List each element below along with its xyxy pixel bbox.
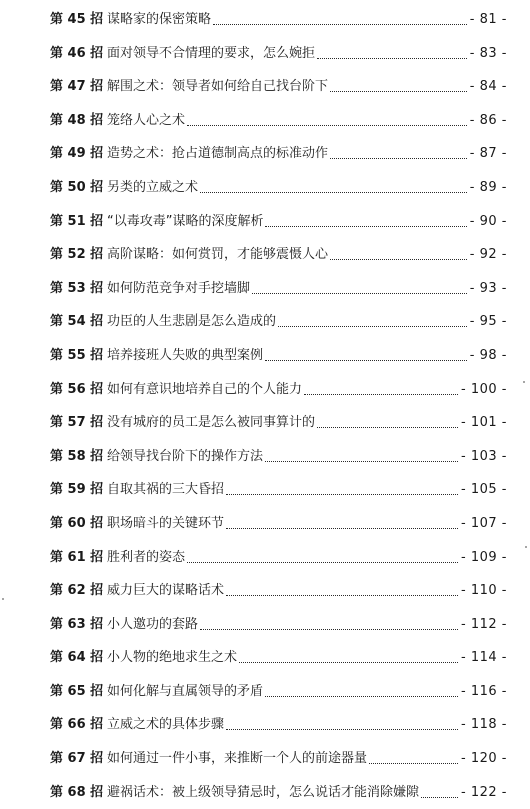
toc-entry-title: 高阶谋略：如何赏罚，才能够震慑人心 <box>107 247 329 263</box>
toc-entry-title: 培养接班人失败的典型案例 <box>107 347 264 363</box>
toc-dot-leader <box>226 528 458 529</box>
toc-dot-leader <box>278 326 467 327</box>
toc-entry-title: 胜利者的姿态 <box>107 549 186 565</box>
toc-dot-leader <box>265 360 467 361</box>
toc-dot-leader <box>330 259 467 260</box>
toc-entry-page: - 103 - <box>461 448 507 464</box>
toc-entry-title: 如何有意识地培养自己的个人能力 <box>107 381 303 397</box>
toc-entry-title: “以毒攻毒”谋略的深度解析 <box>107 213 264 229</box>
toc-entry-number: 第 60 招 <box>50 515 104 531</box>
toc-entry-title: 面对领导不合情理的要求，怎么婉拒 <box>107 45 316 61</box>
toc-entry-page: - 112 - <box>461 616 507 632</box>
toc-entry <box>0 675 530 709</box>
toc-entry-number: 第 61 招 <box>50 549 104 565</box>
toc-entry-number: 第 58 招 <box>50 448 104 464</box>
toc-entry-title: 造势之术：抢占道德制高点的标准动作 <box>107 146 329 162</box>
toc-entry-number: 第 68 招 <box>50 784 104 800</box>
toc-dot-leader <box>252 293 467 294</box>
toc-entry-page: - 87 - <box>469 146 507 162</box>
toc-entry-number: 第 65 招 <box>50 683 104 699</box>
toc-entry-title: 功臣的人生悲剧是怎么造成的 <box>107 314 277 330</box>
toc-entry-number: 第 54 招 <box>50 314 104 330</box>
toc-entry <box>0 305 530 339</box>
toc-dot-leader <box>213 24 467 25</box>
toc-entry-title: 如何化解与直属领导的矛盾 <box>107 683 264 699</box>
toc-entry-page: - 118 - <box>461 717 507 733</box>
toc-entry-number: 第 49 招 <box>50 146 104 162</box>
table-of-contents <box>0 3 530 809</box>
toc-entry <box>0 776 530 809</box>
toc-entry <box>0 3 530 37</box>
toc-dot-leader <box>304 394 458 395</box>
toc-entry-title: 小人物的绝地求生之术 <box>107 650 238 666</box>
toc-entry <box>0 541 530 575</box>
toc-dot-leader <box>200 192 467 193</box>
toc-entry-page: - 95 - <box>469 314 507 330</box>
toc-entry-page: - 93 - <box>469 280 507 296</box>
toc-entry <box>0 137 530 171</box>
toc-dot-leader <box>265 696 458 697</box>
toc-dot-leader <box>369 763 458 764</box>
toc-entry-number: 第 55 招 <box>50 347 104 363</box>
toc-entry <box>0 406 530 440</box>
scan-speck <box>525 546 527 548</box>
toc-entry-title: 谋略家的保密策略 <box>107 12 212 27</box>
toc-entry <box>0 507 530 541</box>
toc-entry-number: 第 57 招 <box>50 415 104 431</box>
toc-entry-number: 第 46 招 <box>50 45 104 61</box>
toc-dot-leader <box>239 662 458 663</box>
toc-entry <box>0 708 530 742</box>
toc-entry-number: 第 47 招 <box>50 79 104 95</box>
toc-entry-page: - 120 - <box>461 751 507 767</box>
toc-entry-title: 职场暗斗的关键环节 <box>107 515 225 531</box>
toc-entry <box>0 272 530 306</box>
toc-entry <box>0 238 530 272</box>
toc-dot-leader <box>200 629 458 630</box>
toc-dot-leader <box>421 797 458 798</box>
toc-entry-title: 小人邀功的套路 <box>107 616 199 632</box>
toc-entry-number: 第 63 招 <box>50 616 104 632</box>
toc-entry-page: - 89 - <box>469 179 507 195</box>
toc-entry <box>0 70 530 104</box>
toc-dot-leader <box>226 494 458 495</box>
toc-entry-page: - 109 - <box>461 549 507 565</box>
toc-entry-page: - 110 - <box>461 583 507 599</box>
toc-entry-title: 如何防范竞争对手挖墙脚 <box>107 280 251 296</box>
toc-dot-leader <box>226 729 458 730</box>
toc-entry-page: - 86 - <box>469 112 507 128</box>
toc-entry-number: 第 51 招 <box>50 213 104 229</box>
toc-entry-page: - 98 - <box>469 347 507 363</box>
toc-entry-title: 解围之术：领导者如何给自己找台阶下 <box>107 79 329 95</box>
toc-entry-page: - 122 - <box>461 784 507 800</box>
toc-dot-leader <box>187 125 467 126</box>
toc-entry-page: - 114 - <box>461 650 507 666</box>
toc-entry-number: 第 67 招 <box>50 751 104 767</box>
toc-entry <box>0 641 530 675</box>
toc-entry-title: 自取其祸的三大昏招 <box>107 482 225 498</box>
toc-entry-number: 第 66 招 <box>50 717 104 733</box>
toc-entry <box>0 339 530 373</box>
toc-entry-title: 立威之术的具体步骤 <box>107 717 225 733</box>
toc-dot-leader <box>187 562 458 563</box>
toc-entry-number: 第 50 招 <box>50 179 104 195</box>
toc-entry-number: 第 53 招 <box>50 280 104 296</box>
toc-entry <box>0 440 530 474</box>
toc-entry-number: 第 48 招 <box>50 112 104 128</box>
toc-entry-number: 第 52 招 <box>50 247 104 263</box>
toc-entry-title: 如何通过一件小事，来推断一个人的前途器量 <box>107 751 368 767</box>
toc-entry-number: 第 59 招 <box>50 482 104 498</box>
toc-entry <box>0 473 530 507</box>
toc-entry-page: - 90 - <box>469 213 507 229</box>
toc-entry-page: - 83 - <box>469 45 507 61</box>
toc-entry-page: - 81 - <box>469 12 507 27</box>
toc-dot-leader <box>330 158 467 159</box>
toc-entry-title: 笼络人心之术 <box>107 112 186 128</box>
toc-entry <box>0 37 530 71</box>
toc-entry-page: - 84 - <box>469 79 507 95</box>
toc-entry-title: 没有城府的员工是怎么被同事算计的 <box>107 415 316 431</box>
toc-entry-title: 给领导找台阶下的操作方法 <box>107 448 264 464</box>
toc-dot-leader <box>226 595 458 596</box>
toc-entry-title: 另类的立威之术 <box>107 179 199 195</box>
toc-entry <box>0 205 530 239</box>
scan-speck <box>2 598 4 600</box>
toc-entry-page: - 92 - <box>469 247 507 263</box>
toc-dot-leader <box>330 91 467 92</box>
toc-entry-page: - 116 - <box>461 683 507 699</box>
toc-entry-number: 第 56 招 <box>50 381 104 397</box>
toc-entry-title: 威力巨大的谋略话术 <box>107 583 225 599</box>
toc-entry <box>0 373 530 407</box>
toc-entry-page: - 100 - <box>461 381 507 397</box>
toc-entry <box>0 171 530 205</box>
toc-entry <box>0 742 530 776</box>
toc-entry-title: 避祸话术：被上级领导猜忌时，怎么说话才能消除嫌隙 <box>107 784 420 800</box>
toc-dot-leader <box>265 461 458 462</box>
toc-entry-number: 第 64 招 <box>50 650 104 666</box>
toc-dot-leader <box>317 58 467 59</box>
toc-entry-page: - 107 - <box>461 515 507 531</box>
toc-entry <box>0 104 530 138</box>
toc-entry <box>0 608 530 642</box>
toc-entry-number: 第 45 招 <box>50 12 104 27</box>
scan-speck <box>523 381 525 383</box>
toc-entry-page: - 101 - <box>461 415 507 431</box>
toc-entry <box>0 574 530 608</box>
toc-entry-number: 第 62 招 <box>50 583 104 599</box>
toc-entry-page: - 105 - <box>461 482 507 498</box>
toc-dot-leader <box>317 427 458 428</box>
toc-dot-leader <box>265 226 467 227</box>
